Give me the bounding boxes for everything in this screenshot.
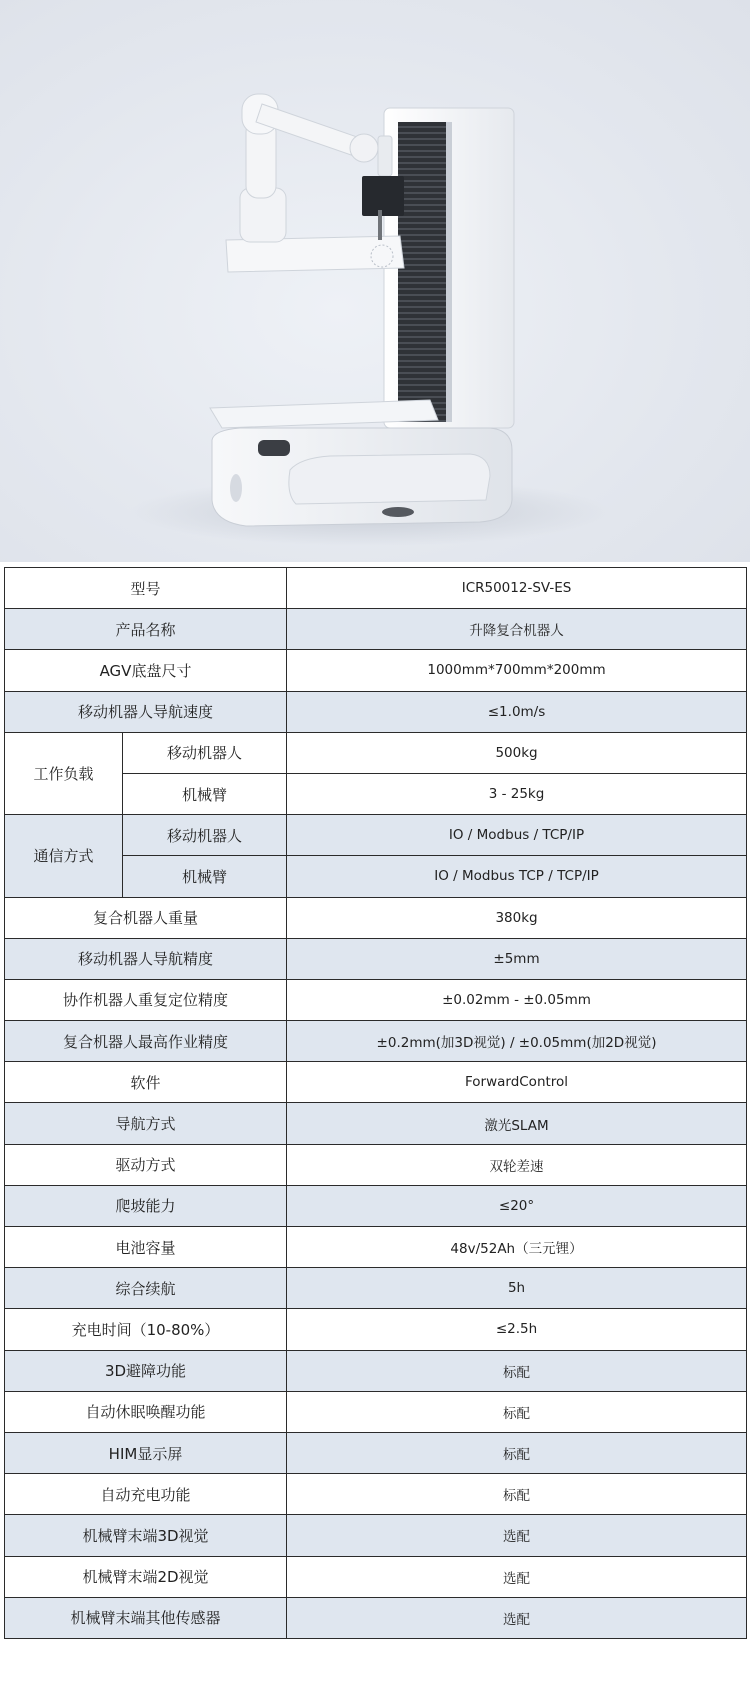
spec-label: 型号 [5, 568, 287, 609]
spec-value: ICR50012-SV-ES [287, 568, 747, 609]
spec-value: ±5mm [287, 938, 747, 979]
table-row [5, 650, 747, 691]
sub-label: 移动机器人 [123, 732, 287, 773]
spec-value: 5h [287, 1268, 747, 1309]
spec-value: ≤1.0m/s [287, 691, 747, 732]
robot-illustration [0, 0, 750, 562]
spec-value: ≤20° [287, 1185, 747, 1226]
table-row [5, 815, 747, 856]
spec-value: IO / Modbus TCP / TCP/IP [287, 856, 747, 897]
spec-value: 500kg [287, 732, 747, 773]
spec-label: 3D避障功能 [5, 1350, 287, 1391]
table-row [5, 897, 747, 938]
table-row [5, 1350, 747, 1391]
spec-label: 机械臂末端3D视觉 [5, 1515, 287, 1556]
spec-value: 380kg [287, 897, 747, 938]
spec-value: 标配 [287, 1432, 747, 1473]
spec-value: ±0.2mm(加3D视觉) / ±0.05mm(加2D视觉) [287, 1021, 747, 1062]
spec-label: 自动充电功能 [5, 1474, 287, 1515]
spec-label: 导航方式 [5, 1103, 287, 1144]
table-row [5, 1268, 747, 1309]
spec-value: 3 - 25kg [287, 773, 747, 814]
spec-label: 产品名称 [5, 609, 287, 650]
table-row [5, 568, 747, 609]
table-row [5, 1103, 747, 1144]
spec-value: 标配 [287, 1474, 747, 1515]
sub-label: 机械臂 [123, 856, 287, 897]
table-row [5, 1227, 747, 1268]
table-row [5, 1391, 747, 1432]
table-row [5, 691, 747, 732]
table-row [5, 1144, 747, 1185]
spec-label: 驱动方式 [5, 1144, 287, 1185]
spec-table [4, 567, 747, 1639]
spec-value: 升降复合机器人 [287, 609, 747, 650]
sub-label: 机械臂 [123, 773, 287, 814]
spec-value: ForwardControl [287, 1062, 747, 1103]
group-label-load: 工作负载 [5, 732, 123, 814]
spec-value: ≤2.5h [287, 1309, 747, 1350]
spec-label: HIM显示屏 [5, 1432, 287, 1473]
table-row [5, 1021, 747, 1062]
spec-label: 软件 [5, 1062, 287, 1103]
spec-label: 电池容量 [5, 1227, 287, 1268]
table-row [5, 938, 747, 979]
spec-label: 自动休眠唤醒功能 [5, 1391, 287, 1432]
spec-value: 标配 [287, 1391, 747, 1432]
table-row [5, 1556, 747, 1597]
spec-label: 机械臂末端2D视觉 [5, 1556, 287, 1597]
table-row [5, 732, 747, 773]
spec-label: 协作机器人重复定位精度 [5, 979, 287, 1020]
sub-label: 移动机器人 [123, 815, 287, 856]
spec-value: 1000mm*700mm*200mm [287, 650, 747, 691]
spec-label: AGV底盘尺寸 [5, 650, 287, 691]
product-image [0, 0, 750, 562]
spec-label: 复合机器人重量 [5, 897, 287, 938]
table-row [5, 1432, 747, 1473]
spec-value: 激光SLAM [287, 1103, 747, 1144]
table-row [5, 1474, 747, 1515]
table-row [5, 1062, 747, 1103]
spec-label: 爬坡能力 [5, 1185, 287, 1226]
table-row [5, 1309, 747, 1350]
table-row [5, 609, 747, 650]
table-row [5, 1515, 747, 1556]
spec-label: 移动机器人导航精度 [5, 938, 287, 979]
spec-value: 选配 [287, 1556, 747, 1597]
spec-label: 移动机器人导航速度 [5, 691, 287, 732]
spec-value: ±0.02mm - ±0.05mm [287, 979, 747, 1020]
table-row [5, 1185, 747, 1226]
spec-value: 选配 [287, 1597, 747, 1638]
spec-label: 充电时间（10-80%） [5, 1309, 287, 1350]
group-label-comm: 通信方式 [5, 815, 123, 897]
spec-value: 标配 [287, 1350, 747, 1391]
spec-value: IO / Modbus / TCP/IP [287, 815, 747, 856]
spec-value: 双轮差速 [287, 1144, 747, 1185]
spec-label: 复合机器人最高作业精度 [5, 1021, 287, 1062]
spec-label: 机械臂末端其他传感器 [5, 1597, 287, 1638]
table-row [5, 979, 747, 1020]
spec-value: 选配 [287, 1515, 747, 1556]
spec-value: 48v/52Ah（三元锂） [287, 1227, 747, 1268]
table-row [5, 1597, 747, 1638]
spec-label: 综合续航 [5, 1268, 287, 1309]
